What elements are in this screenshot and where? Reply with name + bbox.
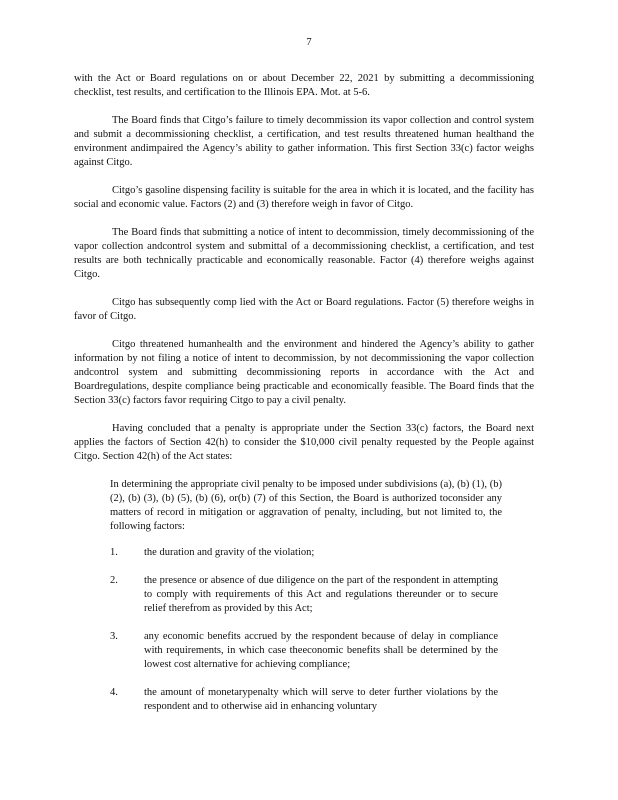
factor-text: the amount of monetarypenalty which will serve to deter further violations by the respondent and to otherwise aid in enhancing voluntary xyxy=(144,687,498,712)
body-paragraph-factor-1 xyxy=(74,114,534,170)
paragraph-text: with the Act or Board regulations on or about December 22, 2021 by submitting a decommissioning checklist, test results, and certification to the Illinois EPA. Mot. at 5-6. xyxy=(74,73,534,98)
body-paragraph-factor-4 xyxy=(74,226,534,282)
paragraph-text: The Board finds that submitting a notice of intent to decommission, timely decommissioning of the vapor collection andcontrol system and submittal of a decommissioning checklist, a certification, and test results are both technically practicable and economically reasonable. Factor (4) therefore weighs against Citgo. xyxy=(74,227,534,280)
factor-text: the presence or absence of due diligence on the part of the respondent in attempting to comply with requirements of this Act and regulations thereunder or to secure relief therefrom as provided by this Act; xyxy=(144,575,498,614)
body-paragraph-section-42h xyxy=(74,422,534,464)
factor-number: 4. xyxy=(110,687,118,698)
factor-text: the duration and gravity of the violation; xyxy=(144,547,315,558)
paragraph-text: Citgo’s gasoline dispensing facility is suitable for the area in which it is located, and the facility has social and economic value. Factors (2) and (3) therefore weigh in favor of Citgo. xyxy=(74,185,534,210)
body-paragraph-conclusion xyxy=(74,338,534,408)
body-paragraph-factor-5 xyxy=(74,296,534,324)
factor-text: any economic benefits accrued by the respondent because of delay in compliance with requirements, in which case theeconomic benefits shall be determined by the lowest cost alternative for achieving compliance; xyxy=(144,631,498,670)
paragraph-text: Citgo has subsequently comp lied with the Act or Board regulations. Factor (5) therefore weighs in favor of Citgo. xyxy=(74,297,534,322)
body-paragraph-continuation xyxy=(74,72,534,100)
page-number: 7 xyxy=(306,37,312,48)
body-paragraph-factors-2-3 xyxy=(74,184,534,212)
paragraph-text: Citgo threatened humanhealth and the environment and hindered the Agency’s ability to gather information by not filing a notice of intent to decommission, by not decommissioning the vapor collection andcontrol system and submitting decommissioning reports in accordance with the Act and Boardregulations, despite compliance being practicable and economically feasible. The Board finds that the Section 33(c) factors favor requiring Citgo to pay a civil penalty. xyxy=(74,339,534,406)
factor-number: 3. xyxy=(110,631,118,642)
paragraph-text: The Board finds that Citgo’s failure to timely decommission its vapor collection and control system and submit a decommissioning checklist, a certification, and test results threatened human healthand the environment andimpaired the Agency’s ability to gather information. This first Section 33(c) factor weighs against Citgo. xyxy=(74,115,534,168)
factor-number: 2. xyxy=(110,575,118,586)
block-quote: In determining the appropriate civil penalty to be imposed under subdivisions (a), (b) (1), (b) (2), (b) (3), (b) (5), (b) (6), or(b) (7) of this Section, the Board is authorized toconsider any matters of record in mitigation or aggravation of penalty, including, but not limited to, the following factors: xyxy=(110,479,502,532)
factor-number: 1. xyxy=(110,547,118,558)
paragraph-text: Having concluded that a penalty is appropriate under the Section 33(c) factors, the Board next applies the factors of Section 42(h) to consider the $10,000 civil penalty requested by the People against Citgo. Section 42(h) of the Act states: xyxy=(74,423,534,462)
